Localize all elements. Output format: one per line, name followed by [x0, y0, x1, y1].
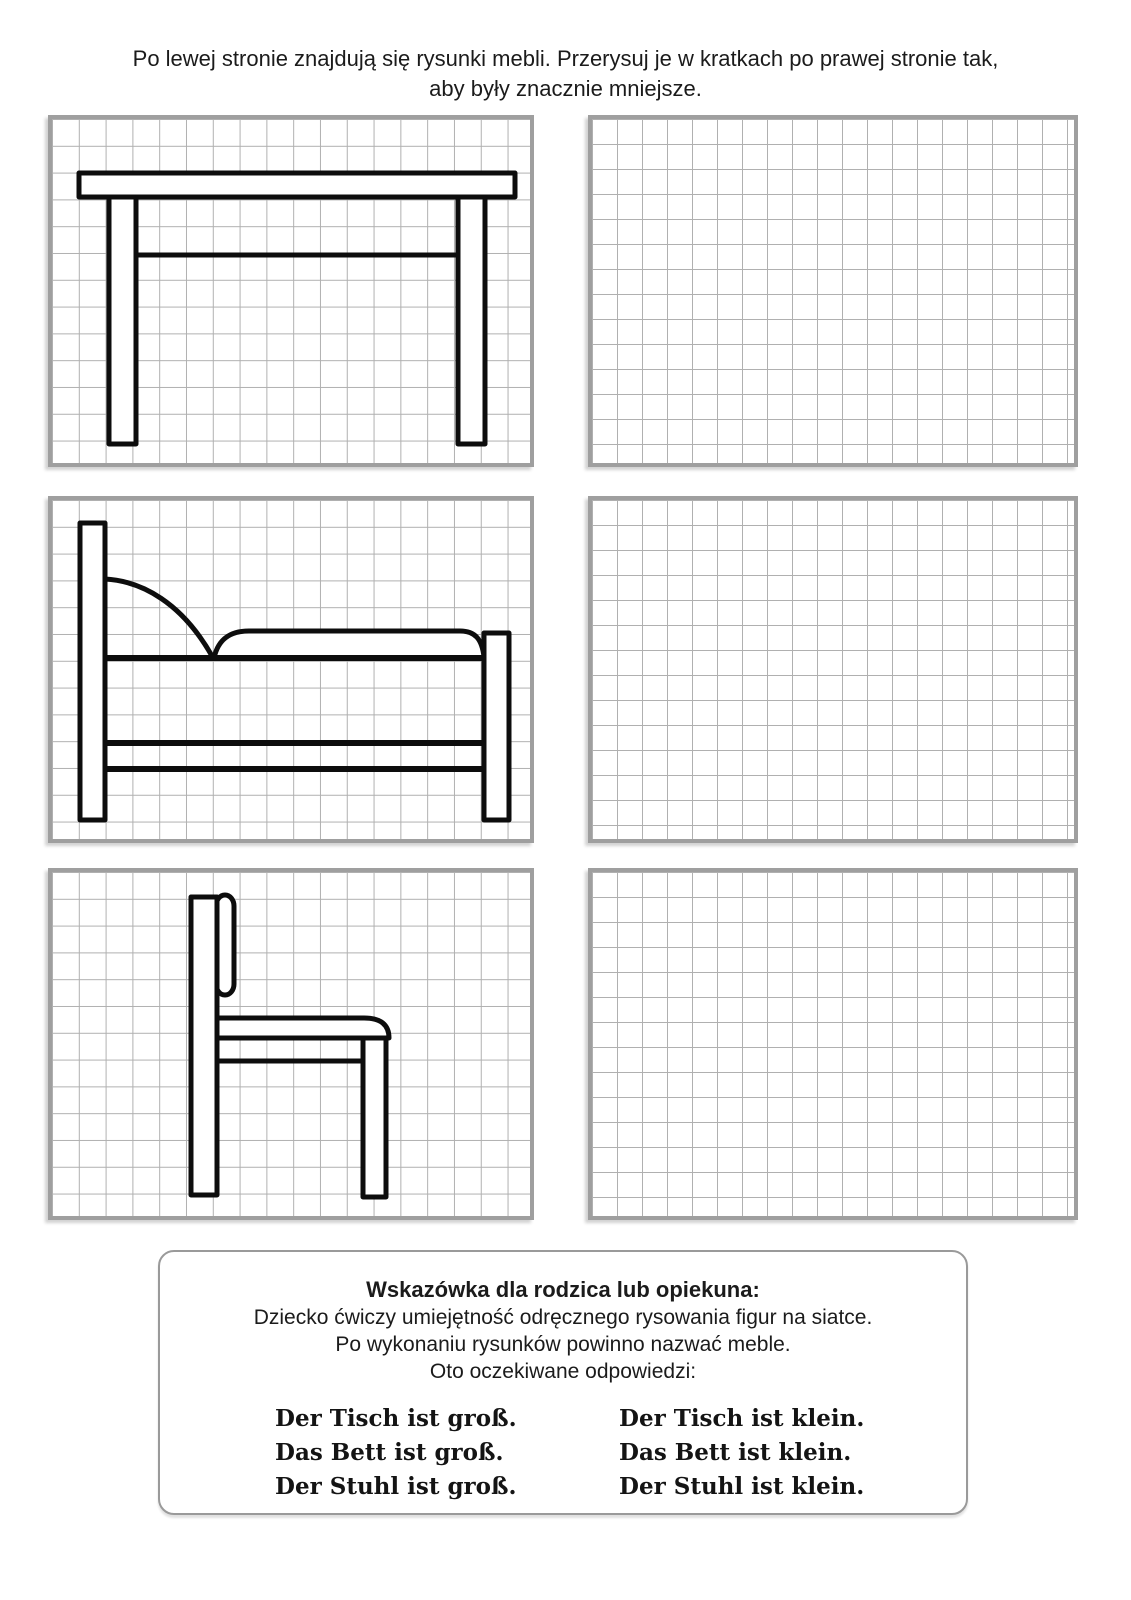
bed-headboard-post [80, 523, 105, 820]
bed-drawing [52, 500, 530, 839]
hint-title: Wskazówka dla rodzica lub opiekuna: [366, 1277, 760, 1302]
grid-panel-chair-empty [588, 868, 1078, 1220]
chair-drawing [52, 872, 530, 1216]
table-drawing [52, 119, 530, 463]
table-right-leg [458, 197, 485, 444]
instructions-line-2: aby były znacznie mniejsze. [429, 76, 702, 101]
answer-bett-gross: Das Bett ist groß. [275, 1439, 504, 1466]
hint-line-3: Oto oczekiwane odpowiedzi: [429, 1360, 697, 1383]
instructions-line-1: Po lewej stronie znajdują się rysunki mebli. Przerysuj je w kratkach po prawej stronie tak, [132, 46, 999, 71]
bed-pillow [105, 579, 212, 656]
expected-answers [160, 1402, 966, 1504]
grid-panel-chair-large [48, 868, 534, 1220]
table-top [79, 173, 515, 197]
bed-footboard-post [484, 633, 509, 820]
hint-line-1: Dziecko ćwiczy umiejętność odręcznego rysowania figur na siatce. [253, 1306, 873, 1329]
instructions [0, 44, 1131, 104]
answer-stuhl-klein: Der Stuhl ist klein. [619, 1473, 865, 1500]
hint-box [158, 1250, 968, 1515]
answer-bett-klein: Das Bett ist klein. [619, 1439, 852, 1466]
bed-mattress [214, 631, 484, 658]
hint-line-2: Po wykonaniu rysunków powinno nazwać meble. [335, 1333, 791, 1356]
chair-seat [217, 1018, 389, 1038]
answers-klein-column [619, 1402, 905, 1504]
table-left-leg [109, 197, 136, 444]
grid-panel-bed-large [48, 496, 534, 843]
chair-front-leg [363, 1038, 386, 1197]
grid-panel-bed-empty [588, 496, 1078, 843]
answer-tisch-gross: Der Tisch ist groß. [275, 1405, 517, 1432]
grid-panel-table-large [48, 115, 534, 467]
answers-gross-column [275, 1402, 561, 1504]
answer-tisch-klein: Der Tisch ist klein. [619, 1405, 865, 1432]
chair-back-post [191, 897, 217, 1195]
answer-stuhl-gross: Der Stuhl ist groß. [275, 1473, 517, 1500]
grid-panel-table-empty [588, 115, 1078, 467]
